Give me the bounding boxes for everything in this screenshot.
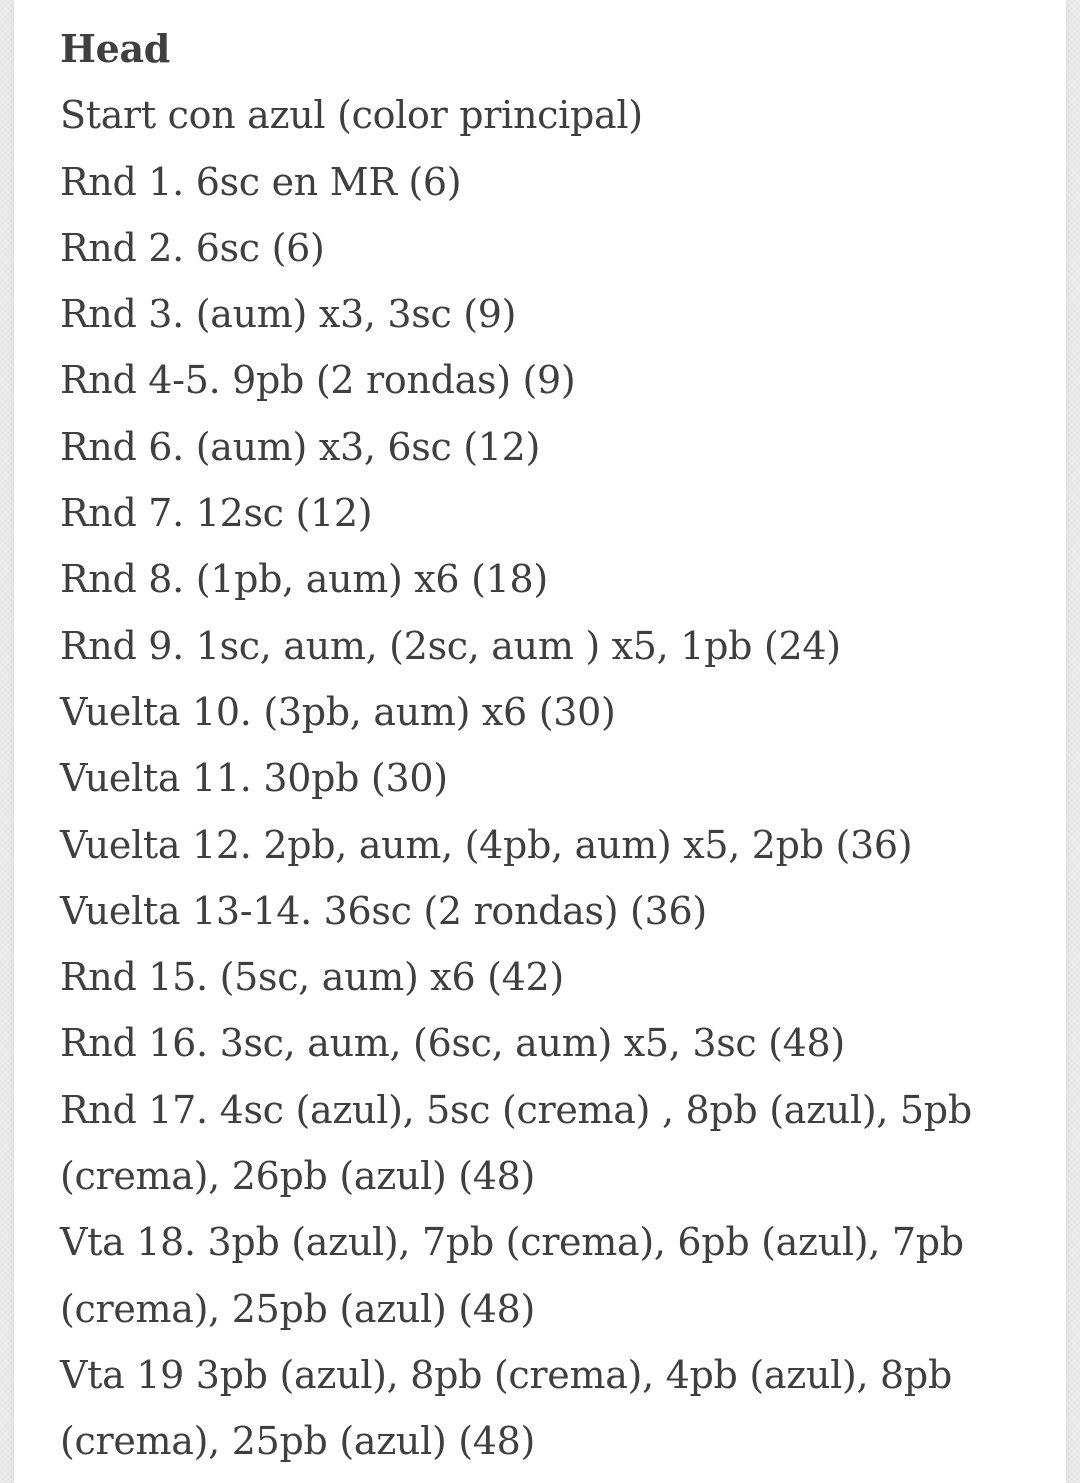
- pattern-line: Rnd 4-5. 9pb (2 rondas) (9): [60, 358, 576, 403]
- pattern-line: Vuelta 12. 2pb, aum, (4pb, aum) x5, 2pb (36): [60, 822, 913, 867]
- pattern-line: Rnd 2. 6sc (6): [60, 225, 325, 270]
- pattern-line: Start con azul (color principal): [60, 93, 643, 138]
- document-page: [14, 0, 1066, 1483]
- section-heading: Head: [60, 26, 171, 71]
- pattern-line: (crema), 25pb (azul) (48): [60, 1286, 536, 1331]
- pattern-line: Vuelta 10. (3pb, aum) x6 (30): [60, 689, 616, 734]
- pattern-line: Vuelta 13-14. 36sc (2 rondas) (36): [60, 888, 707, 933]
- pattern-text: [60, 16, 1020, 1475]
- pattern-line: (crema), 25pb (azul) (48): [60, 1419, 536, 1464]
- pattern-line: Rnd 17. 4sc (azul), 5sc (crema) , 8pb (azul), 5pb: [60, 1087, 972, 1132]
- pattern-line: Rnd 7. 12sc (12): [60, 491, 373, 536]
- pattern-line: Rnd 15. (5sc, aum) x6 (42): [60, 955, 564, 1000]
- pattern-line: Vta 18. 3pb (azul), 7pb (crema), 6pb (azul), 7pb: [60, 1220, 964, 1265]
- pattern-line: Rnd 3. (aum) x3, 3sc (9): [60, 292, 517, 337]
- pattern-line: Vuelta 11. 30pb (30): [60, 756, 448, 801]
- pattern-line: Rnd 9. 1sc, aum, (2sc, aum ) x5, 1pb (24): [60, 623, 841, 668]
- pattern-line: Rnd 16. 3sc, aum, (6sc, aum) x5, 3sc (48): [60, 1021, 845, 1066]
- pattern-line: Rnd 1. 6sc en MR (6): [60, 159, 462, 204]
- pattern-line: Rnd 8. (1pb, aum) x6 (18): [60, 557, 548, 602]
- pattern-line: Vta 19 3pb (azul), 8pb (crema), 4pb (azul), 8pb: [60, 1352, 952, 1397]
- pattern-line: Rnd 6. (aum) x3, 6sc (12): [60, 424, 541, 469]
- pattern-line: (crema), 26pb (azul) (48): [60, 1154, 536, 1199]
